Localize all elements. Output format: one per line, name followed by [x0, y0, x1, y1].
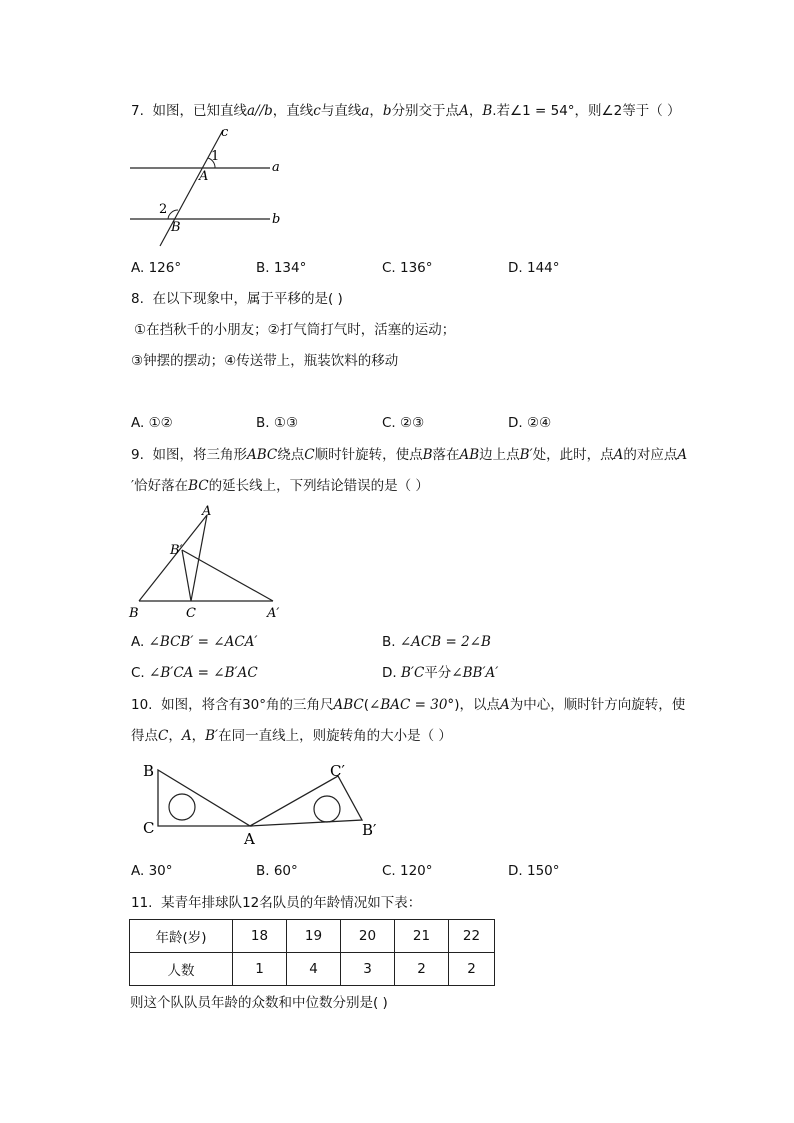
table-cell: 20	[341, 920, 395, 953]
q7-math: a	[361, 103, 370, 119]
q11-question: 则这个队队员年龄的众数和中位数分别是( )	[130, 995, 388, 1011]
q7-text: ，直线	[272, 103, 314, 119]
label-Bprime: B′	[362, 821, 377, 839]
q7-figure	[125, 124, 295, 250]
label-A: A	[202, 504, 212, 519]
q7-option-c: C. 136°	[382, 260, 433, 276]
q10-text: 得点	[131, 728, 158, 744]
line-c	[160, 130, 223, 246]
q7-text: ，	[468, 103, 483, 119]
q8-option-b: B. ①③	[256, 415, 299, 431]
q9-figure	[125, 503, 295, 621]
q7-math: B	[482, 103, 493, 119]
label-2: 2	[159, 202, 168, 217]
q8-line1: ①在挡秋千的小朋友；②打气筒打气时，活塞的运动；	[134, 322, 456, 338]
q9-text: 的延长线上，下列结论错误的是（ ）	[208, 478, 429, 494]
q9-text: 边上点	[479, 447, 520, 463]
label-B: B	[129, 606, 139, 621]
q10-text: (	[363, 697, 370, 713]
label-B: B	[143, 762, 155, 780]
q10-math: A	[181, 728, 192, 744]
table-header-cell: 年龄(岁)	[130, 920, 233, 953]
q8-stem	[131, 289, 343, 309]
q7-math: A	[459, 103, 469, 119]
table-cell: 19	[287, 920, 341, 953]
q8-line2: ③钟摆的摆动；④传送带上，瓶装饮料的移动	[131, 353, 399, 369]
q9-math: AB	[459, 447, 480, 463]
table-cell: 3	[341, 953, 395, 986]
q9-math: A	[613, 447, 624, 463]
q10-option-c: C. 120°	[382, 863, 433, 879]
q7-math: b	[382, 103, 392, 119]
q9-math: BC	[188, 478, 209, 494]
q9-option-a	[131, 632, 258, 652]
label-Cprime: C′	[330, 762, 345, 780]
q10-text: ，	[168, 728, 182, 744]
option-math: ∠ACB = 2∠B	[399, 634, 491, 650]
option-math: B′C	[400, 665, 425, 681]
age-table	[129, 919, 495, 986]
q10-text: 在同一直线上，则旋转角的大小是（ ）	[218, 728, 452, 744]
label-B: B	[171, 220, 181, 235]
q9-text: 的对应点	[623, 447, 678, 463]
triangle-ABC	[158, 770, 250, 826]
q9-math: C	[304, 447, 315, 463]
q10-math: ABC	[333, 697, 364, 713]
q10-number: 10.	[131, 697, 153, 713]
option-label: C.	[131, 665, 145, 681]
q8-text: 在以下现象中，属于平移的是( )	[152, 291, 343, 307]
label-a: a	[272, 160, 280, 175]
q7-stem	[131, 101, 681, 121]
triangle-ABprimeCprime	[250, 776, 362, 826]
label-A: A	[199, 169, 209, 184]
option-label: D.	[382, 665, 397, 681]
q9-text: 绕点	[277, 447, 305, 463]
label-b: b	[272, 212, 281, 227]
option-label: B.	[382, 634, 396, 650]
q10-option-b: B. 60°	[256, 863, 298, 879]
q10-text: 为中心，顺时针方向旋转，使	[509, 697, 686, 713]
q11-stem	[131, 893, 421, 913]
q9-stem-line1	[131, 445, 687, 465]
q7-number: 7.	[131, 103, 144, 119]
segment-A-C	[191, 515, 207, 601]
q10-math: C	[158, 728, 169, 744]
q10-figure	[140, 758, 390, 850]
q11-text: 某青年排球队12名队员的年龄情况如下表：	[161, 895, 422, 911]
q9-math: B′	[519, 447, 533, 463]
q10-text: )，以点	[454, 697, 500, 713]
label-A: A	[244, 830, 255, 848]
q10-math: ∠BAC = 30°	[369, 697, 455, 713]
table-header-cell: 人数	[130, 953, 233, 986]
q7-text: 分别交于点	[391, 103, 460, 119]
q7-option-b: B. 134°	[256, 260, 307, 276]
q9-option-d	[382, 663, 498, 683]
table-cell: 2	[449, 953, 495, 986]
q9-stem-line2	[131, 476, 429, 496]
q7-text: 与直线	[320, 103, 362, 119]
label-1: 1	[211, 149, 220, 164]
q9-math: A	[677, 447, 688, 463]
q9-option-b	[382, 632, 491, 652]
segment-Bprime-C	[182, 550, 191, 601]
option-text: 平分	[424, 665, 452, 681]
q8-option-a: A. ①②	[131, 415, 173, 431]
table-cell: 1	[233, 953, 287, 986]
table-cell: 22	[449, 920, 495, 953]
triangle-rotated-hole	[314, 796, 340, 822]
q9-math: B	[422, 447, 433, 463]
q9-text: 如图，将三角形	[152, 447, 247, 463]
q10-option-d: D. 150°	[508, 863, 560, 879]
table-cell: 21	[395, 920, 449, 953]
option-label: A.	[131, 634, 145, 650]
q7-option-d: D. 144°	[508, 260, 560, 276]
label-Bprime: B′	[170, 543, 183, 558]
q9-text: ′恰好落在	[131, 478, 189, 494]
q9-math: ABC	[246, 447, 278, 463]
q9-text: 顺时针旋转，使点	[314, 447, 423, 463]
label-Aprime: A′	[267, 606, 280, 621]
q9-text: 落在	[432, 447, 460, 463]
q10-option-a: A. 30°	[131, 863, 173, 879]
table-cell: 18	[233, 920, 287, 953]
q10-stem-line2	[131, 726, 452, 746]
option-math: ∠BCB′ = ∠ACA′	[148, 634, 258, 650]
table-row	[130, 920, 495, 953]
label-C: C	[143, 819, 155, 837]
option-math: ∠B′CA = ∠B′AC	[149, 665, 258, 681]
q7-text: 如图，已知直线	[152, 103, 247, 119]
q7-math: c	[313, 103, 321, 119]
table-cell: 4	[287, 953, 341, 986]
q9-text: 处，此时，点	[532, 447, 614, 463]
q8-option-d: D. ②④	[508, 415, 552, 431]
q9-number: 9.	[131, 447, 144, 463]
q10-text: 如图，将含有30°角的三角尺	[161, 697, 334, 713]
q10-stem-line1	[131, 695, 685, 715]
q10-math: B′	[205, 728, 219, 744]
q10-text: ，	[191, 728, 206, 744]
table-cell: 2	[395, 953, 449, 986]
option-math: ∠BB′A′	[451, 665, 499, 681]
table-row	[130, 953, 495, 986]
triangle-ABC-hole	[169, 794, 195, 820]
q10-math: A	[499, 697, 510, 713]
label-C: C	[186, 606, 196, 621]
label-c: c	[221, 125, 229, 140]
q7-text: ，	[369, 103, 383, 119]
q7-text: .若∠1 = 54°，则∠2等于（ ）	[492, 103, 681, 119]
q9-option-c	[131, 663, 258, 683]
q7-option-a: A. 126°	[131, 260, 182, 276]
q7-math: a//b	[246, 103, 273, 119]
q11-number: 11.	[131, 895, 153, 911]
q8-number: 8.	[131, 291, 144, 307]
q8-option-c: C. ②③	[382, 415, 425, 431]
